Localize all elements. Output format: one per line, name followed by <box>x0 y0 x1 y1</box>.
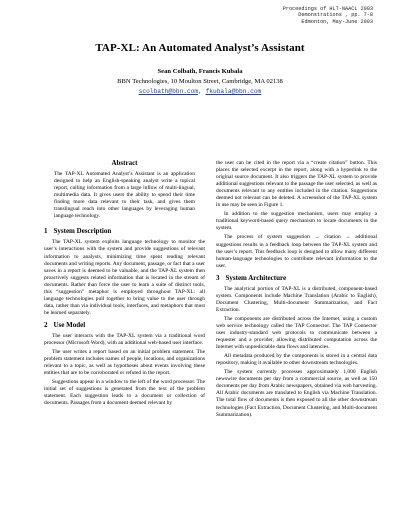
author-emails: scolbath@bbn.com, fkubala@bbn.com <box>138 88 262 95</box>
right-column <box>216 160 377 421</box>
abstract-text: The TAP-XL Automated Analyst’s Assistant is an application designed to help an English-speaking analyst write a topical report, culling information from a large inflow of multi-lingual, multimedia data. It gives users the ability to spend their time finding more data relevant to their task, and gives them translingual reach into other languages by leveraging human language technology. <box>54 171 195 220</box>
section-title: System Architecture <box>225 273 287 282</box>
section-heading <box>216 275 377 282</box>
section-heading <box>44 228 205 235</box>
proceedings-line: Demonstrations , pp. 7-8 <box>298 12 373 19</box>
paragraph: The components are distributed across the Internet, using a custom web service technology called the TAP Connector. The TAP Connector uses industry-standard web protocols to communicate between a requester and a provider, allowing distributed computation across the Internet with unpredictable data flows and latencies. <box>216 315 377 351</box>
paragraph: The user writes a report based on an initial problem statement. The problem statement includes names of people, locations, and organizations relevant to a topic, as well as hypotheses about events involving these entities that are to be corroborated or refuted in the report. <box>44 349 205 377</box>
paragraph: The analytical portion of TAP-XL is a distributed, component-based system. Components include Machine Translation (Arabic to English), Document Clustering, Multi-document Summarization, and Fact Extraction. <box>216 285 377 313</box>
paragraph: The process of system suggestion → citation → additional suggestions results in a feedback loop between the TAP-XL system and the user’s report. This feedback loop is designed to allow many different human-language technologies to contribute relevant information to the user. <box>216 234 377 269</box>
section-number: 2 <box>44 320 48 329</box>
left-column <box>44 160 205 409</box>
paragraph: the user can be cited in the report via a “create citation” button. This places the selected excerpt in the report, along with a hyperlink to the original source document. It also triggers the TAP-XL system to provide additional suggestions relevant to the passage the user selected, as well as documents relevant to any entities included in the citation. Suggestions deemed not relevant can be deleted. A screenshot of the TAP-XL system in use may be seen in Figure 1. <box>216 160 377 209</box>
paper-title: TAP-XL: An Automated Analyst’s Assistant <box>95 42 305 54</box>
email-link[interactable]: fkubala@bbn.com <box>205 88 262 95</box>
section-title: System Description <box>53 227 112 236</box>
paragraph: All metadata produced by the components is stored in a central data repository, making it available to other downstream technologies. <box>216 353 377 367</box>
section-number: 3 <box>216 273 220 282</box>
paragraph: The user interacts with the TAP-XL system via a traditional word processor (Microsoft Word), with an additional web-based user interface. <box>44 332 205 347</box>
paragraph: The TAP-XL system exploits language technology to monitor the user’s interactions with the system and provide suggestions of relevant information to analysts, minimizing time spent reading relevant documents and writing reports. Any document, passage, or fact that a user saves in a report is deemed to be valuable, and the TAP-XL system then proactively suggests related information that is located in the stream of documents. Rather than force the user to learn a suite of distinct tools, this “suggestion” metaphor is employed throughout TAP-XL: all language technologies pull together to bring value to the user through data, rather than via individual tools, interfaces, and metaphors that must be learned separately. <box>44 239 205 316</box>
authors: Sean Colbath, Francis Kubala <box>157 68 243 75</box>
paragraph: Suggestions appear in a window to the left of the word processor. The initial set of suggestions is generated from the text of the problem statement. Each suggestion leads to a document or collection of documents. Passages from a document deemed relevant by <box>44 379 205 407</box>
proceedings-line: Edmonton, May-June 2003 <box>301 18 373 25</box>
section-heading <box>44 322 205 329</box>
abstract-heading: Abstract <box>111 159 138 167</box>
section-title: Use Model <box>53 320 86 329</box>
proceedings-line: Proceedings of HLT-NAACL 2003 <box>282 6 373 12</box>
email-link[interactable]: scolbath@bbn.com <box>138 88 199 95</box>
paragraph: In addition to the suggestion mechanism, users may employ a traditional keyword-based query mechanism to locate documents in the system. <box>216 211 377 232</box>
section-number: 1 <box>44 227 48 236</box>
proceedings-note <box>283 6 373 25</box>
paragraph: The system currently processes approximately 1,000 English newswire documents per day from a commercial source, as well as 150 documents per day from Arabic newspapers, obtained via web harvesting. All Arabic documents are translated to English via Machine Translation. The total flow of documents is then exposed to all the other downstream technologies (Fact Extraction, Document Clustering, and Multi-document Summarization). <box>216 369 377 418</box>
affiliation: BBN Technologies, 10 Moulton Street, Cambridge, MA 02138 <box>117 78 283 85</box>
